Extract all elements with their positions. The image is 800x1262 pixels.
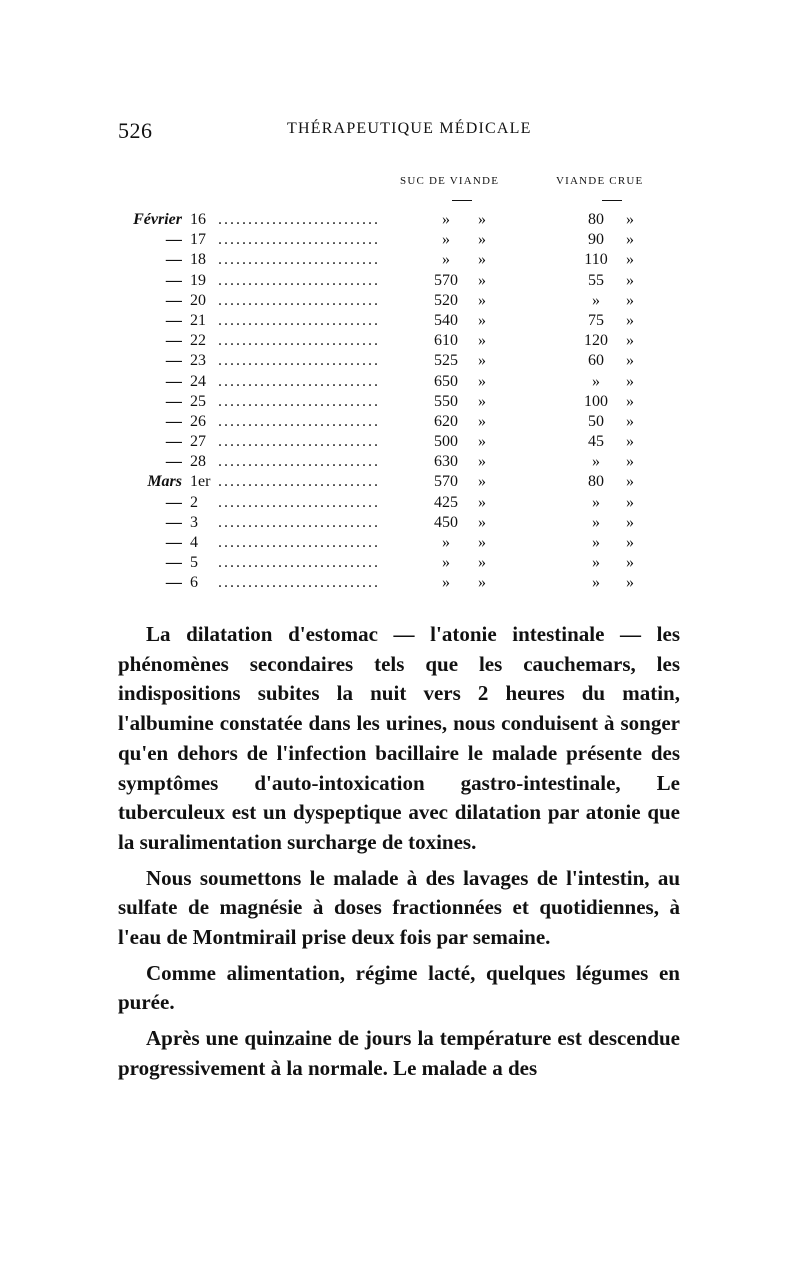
row-viande-crue-unit: » — [626, 493, 634, 511]
table-row — [130, 513, 690, 533]
row-month: — — [166, 412, 182, 430]
row-suc-de-viande: 425 — [434, 493, 458, 511]
row-viande-crue-unit: » — [626, 352, 634, 370]
table-row — [130, 250, 690, 270]
row-day: 17 — [190, 231, 206, 249]
row-dot-leader: ........................... — [218, 513, 380, 531]
row-dot-leader: ........................... — [218, 271, 380, 289]
table-row — [130, 291, 690, 311]
table-row — [130, 432, 690, 452]
row-suc-de-viande-unit: » — [478, 574, 486, 592]
row-dot-leader: ........................... — [218, 311, 380, 329]
row-viande-crue-unit: » — [626, 473, 634, 491]
paragraph-4: Après une quinzaine de jours la température est descendue progressivement à la normale. Le malade a des — [118, 1026, 680, 1080]
row-viande-crue-unit: » — [626, 412, 634, 430]
row-viande-crue: 50 — [588, 412, 604, 430]
row-month: — — [166, 574, 182, 592]
row-viande-crue-unit: » — [626, 211, 634, 228]
row-viande-crue: 45 — [588, 433, 604, 451]
table-row — [130, 372, 690, 392]
row-month: — — [166, 513, 182, 531]
row-dot-leader: ........................... — [218, 574, 380, 592]
table-row — [130, 452, 690, 472]
row-viande-crue: » — [592, 453, 600, 471]
row-day: 20 — [190, 291, 206, 309]
row-viande-crue: 90 — [588, 231, 604, 249]
table-row — [130, 331, 690, 351]
row-dot-leader: ........................... — [218, 534, 380, 551]
row-suc-de-viande-unit: » — [478, 453, 486, 471]
row-day: 24 — [190, 372, 206, 390]
row-day: 23 — [190, 352, 206, 370]
row-dot-leader: ........................... — [218, 392, 380, 410]
column-rule-viande-crue — [602, 200, 622, 201]
row-month: — — [166, 372, 182, 390]
row-month: — — [166, 392, 182, 410]
column-header-suc-de-viande: SUC DE VIANDE — [400, 175, 500, 187]
table-row — [130, 412, 690, 432]
running-title: THÉRAPEUTIQUE MÉDICALE — [287, 120, 532, 137]
row-suc-de-viande: » — [442, 554, 450, 572]
row-suc-de-viande-unit: » — [478, 352, 486, 370]
row-viande-crue: 60 — [588, 352, 604, 370]
row-suc-de-viande: 525 — [434, 352, 458, 370]
row-dot-leader: ........................... — [218, 291, 380, 309]
row-month: — — [166, 271, 182, 289]
row-suc-de-viande-unit: » — [478, 433, 486, 451]
row-viande-crue: 75 — [588, 311, 604, 329]
row-month: — — [166, 493, 182, 511]
row-viande-crue-unit: » — [626, 433, 634, 451]
row-viande-crue-unit: » — [626, 271, 634, 289]
row-suc-de-viande-unit: » — [478, 372, 486, 390]
row-viande-crue-unit: » — [626, 392, 634, 410]
row-viande-crue-unit: » — [626, 574, 634, 592]
row-day: 1er — [190, 473, 211, 491]
table-row — [130, 472, 690, 492]
row-suc-de-viande-unit: » — [478, 311, 486, 329]
row-dot-leader: ........................... — [218, 231, 380, 249]
row-suc-de-viande-unit: » — [478, 231, 486, 249]
row-suc-de-viande: 610 — [434, 332, 458, 350]
row-dot-leader: ........................... — [218, 251, 380, 269]
row-suc-de-viande: 570 — [434, 271, 458, 289]
table-row — [130, 533, 690, 553]
row-suc-de-viande: 620 — [434, 412, 458, 430]
row-suc-de-viande: 550 — [434, 392, 458, 410]
row-month: — — [166, 251, 182, 269]
row-suc-de-viande-unit: » — [478, 534, 486, 551]
row-month: — — [166, 291, 182, 309]
row-suc-de-viande: 650 — [434, 372, 458, 390]
diet-table — [130, 210, 690, 594]
row-dot-leader: ........................... — [218, 433, 380, 451]
row-day: 16 — [190, 211, 206, 228]
page-number: 526 — [118, 118, 153, 143]
column-rule-suc-de-viande — [452, 200, 472, 201]
row-dot-leader: ........................... — [218, 372, 380, 390]
row-viande-crue: » — [592, 534, 600, 551]
row-suc-de-viande: » — [442, 574, 450, 592]
row-dot-leader: ........................... — [218, 493, 380, 511]
row-month: Mars — [147, 473, 182, 491]
row-suc-de-viande-unit: » — [478, 392, 486, 410]
row-suc-de-viande-unit: » — [478, 412, 486, 430]
row-viande-crue-unit: » — [626, 453, 634, 471]
row-month: — — [166, 352, 182, 370]
row-dot-leader: ........................... — [218, 332, 380, 350]
table-row — [130, 573, 690, 593]
row-suc-de-viande: 500 — [434, 433, 458, 451]
row-day: 28 — [190, 453, 206, 471]
row-viande-crue: 55 — [588, 271, 604, 289]
row-viande-crue-unit: » — [626, 291, 634, 309]
row-suc-de-viande: 570 — [434, 473, 458, 491]
row-viande-crue-unit: » — [626, 554, 634, 572]
row-viande-crue: » — [592, 493, 600, 511]
paragraph-2: Nous soumettons le malade à des lavages de l'intestin, au sulfate de magnésie à doses fractionnées et quotidiennes, à l'eau de Montmirail prise deux fois par semaine. — [118, 865, 680, 950]
row-suc-de-viande-unit: » — [478, 513, 486, 531]
row-month: — — [166, 453, 182, 471]
row-day: 2 — [190, 493, 198, 511]
table-row — [130, 493, 690, 513]
row-suc-de-viande-unit: » — [478, 211, 486, 228]
row-viande-crue-unit: » — [626, 513, 634, 531]
row-dot-leader: ........................... — [218, 453, 380, 471]
column-header-viande-crue: VIANDE CRUE — [556, 175, 644, 187]
row-dot-leader: ........................... — [218, 352, 380, 370]
table-row — [130, 230, 690, 250]
row-viande-crue: 120 — [584, 332, 608, 350]
row-dot-leader: ........................... — [218, 554, 380, 572]
row-dot-leader: ........................... — [218, 473, 380, 491]
row-day: 21 — [190, 311, 206, 329]
row-suc-de-viande-unit: » — [478, 473, 486, 491]
table-row — [130, 311, 690, 331]
table-row — [130, 210, 690, 230]
row-viande-crue: 80 — [588, 211, 604, 228]
row-suc-de-viande-unit: » — [478, 554, 486, 572]
row-month: Février — [133, 211, 182, 228]
table-row — [130, 553, 690, 573]
row-suc-de-viande-unit: » — [478, 291, 486, 309]
row-day: 18 — [190, 251, 206, 269]
row-viande-crue-unit: » — [626, 311, 634, 329]
row-suc-de-viande-unit: » — [478, 493, 486, 511]
row-day: 25 — [190, 392, 206, 410]
table-row — [130, 392, 690, 412]
row-day: 5 — [190, 554, 198, 572]
row-viande-crue: » — [592, 291, 600, 309]
row-dot-leader: ........................... — [218, 412, 380, 430]
row-viande-crue-unit: » — [626, 534, 634, 551]
row-suc-de-viande: 540 — [434, 311, 458, 329]
row-suc-de-viande-unit: » — [478, 271, 486, 289]
row-day: 3 — [190, 513, 198, 531]
row-viande-crue: 80 — [588, 473, 604, 491]
row-suc-de-viande: » — [442, 211, 450, 228]
row-day: 4 — [190, 534, 198, 551]
row-viande-crue: » — [592, 513, 600, 531]
row-suc-de-viande: 630 — [434, 453, 458, 471]
table-row — [130, 351, 690, 371]
row-suc-de-viande: » — [442, 231, 450, 249]
row-viande-crue: » — [592, 372, 600, 390]
row-suc-de-viande-unit: » — [478, 251, 486, 269]
row-day: 27 — [190, 433, 206, 451]
row-suc-de-viande: » — [442, 251, 450, 269]
row-viande-crue-unit: » — [626, 251, 634, 269]
row-viande-crue-unit: » — [626, 372, 634, 390]
row-month: — — [166, 433, 182, 451]
paragraph-3: Comme alimentation, régime lacté, quelques légumes en purée. — [118, 960, 680, 1015]
row-suc-de-viande-unit: » — [478, 332, 486, 350]
row-viande-crue-unit: » — [626, 231, 634, 249]
row-month: — — [166, 554, 182, 572]
body-text — [118, 620, 680, 1084]
row-suc-de-viande: 450 — [434, 513, 458, 531]
row-day: 26 — [190, 412, 206, 430]
row-viande-crue: 100 — [584, 392, 608, 410]
row-month: — — [166, 534, 182, 551]
row-day: 19 — [190, 271, 206, 289]
row-suc-de-viande: 520 — [434, 291, 458, 309]
row-month: — — [166, 311, 182, 329]
row-viande-crue: 110 — [584, 251, 608, 269]
row-dot-leader: ........................... — [218, 211, 380, 228]
row-month: — — [166, 231, 182, 249]
paragraph-1: La dilatation d'estomac — l'atonie intestinale — les phénomènes secondaires tels que les cauchemars, les indispositions subites la nuit vers 2 heures du matin, l'albumine constatée dans les urines, nous conduisent à songer qu'en dehors de l'infection bacillaire le malade présente des symptômes d'auto-intoxication gastro-intestinale, Le tuberculeux est un dyspeptique avec dilatation par atonie que la suralimentation surcharge de toxines. — [118, 622, 680, 854]
row-viande-crue: » — [592, 574, 600, 592]
row-viande-crue: » — [592, 554, 600, 572]
row-viande-crue-unit: » — [626, 332, 634, 350]
row-day: 22 — [190, 332, 206, 350]
row-day: 6 — [190, 574, 198, 592]
row-month: — — [166, 332, 182, 350]
table-row — [130, 271, 690, 291]
row-suc-de-viande: » — [442, 534, 450, 551]
